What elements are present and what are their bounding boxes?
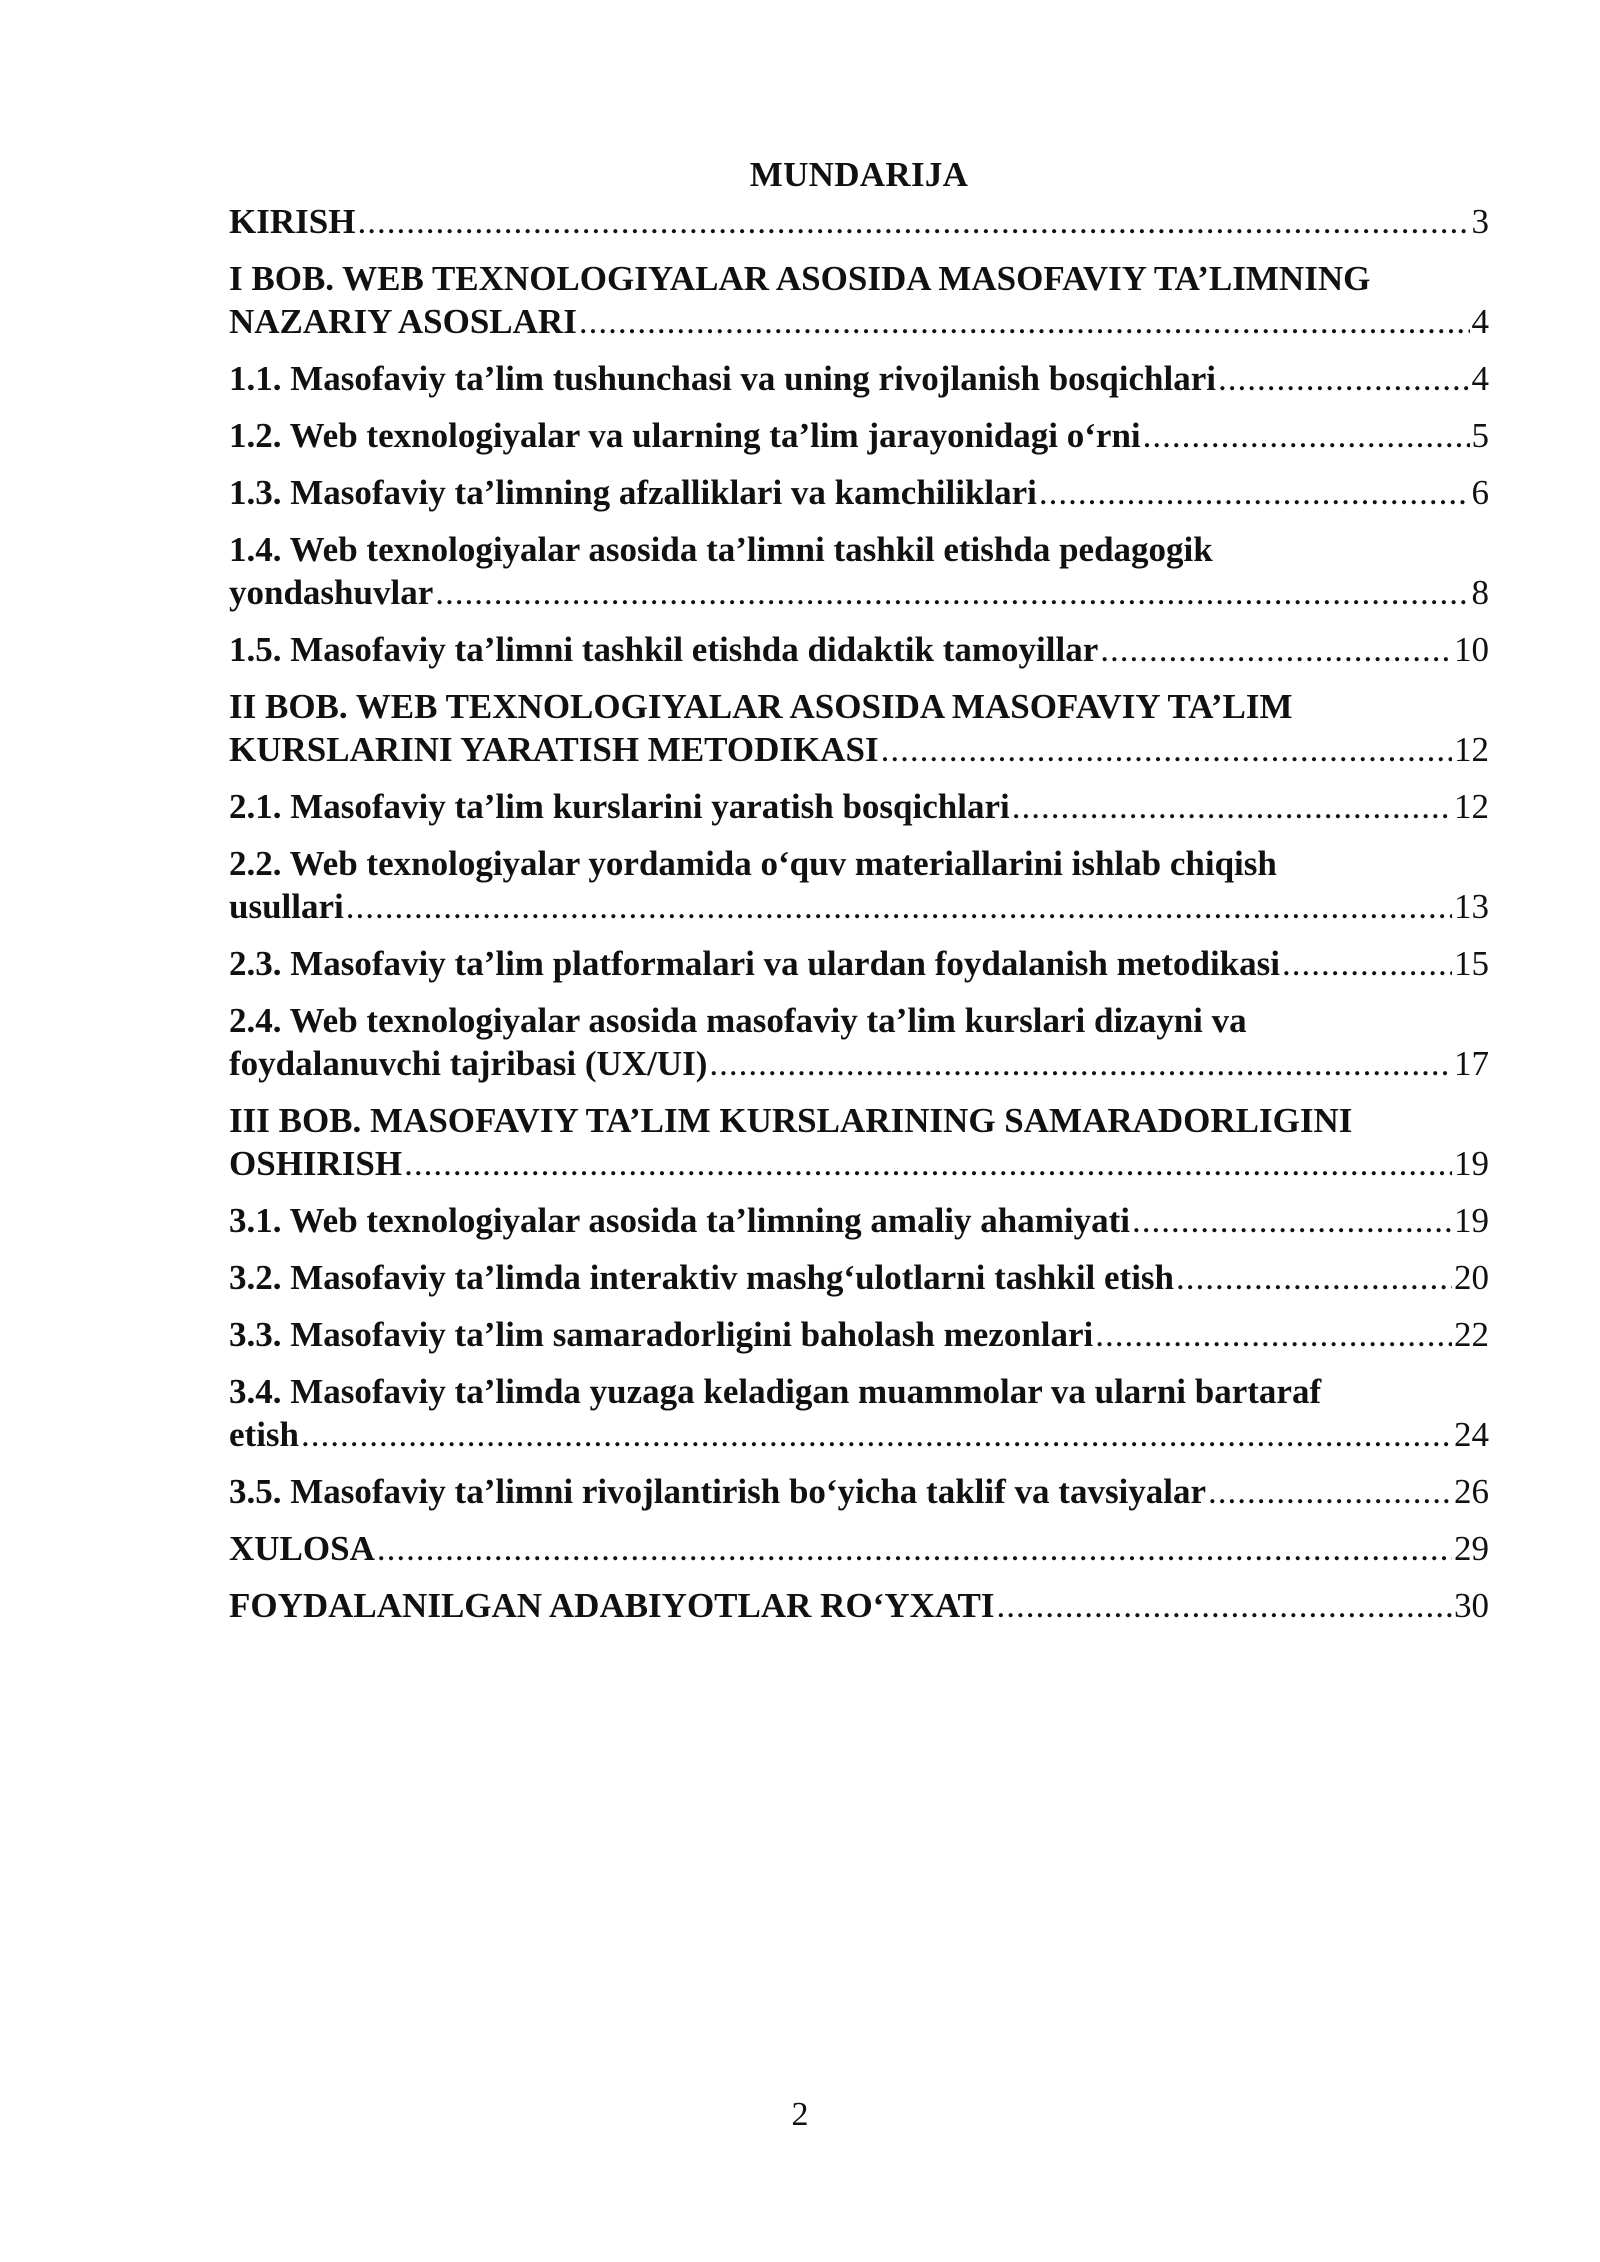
toc-entry-last-line: [229, 1042, 1489, 1085]
toc-entry-title-line: NAZARIY ASOSLARI: [229, 302, 577, 341]
toc-page-number: 15: [1454, 944, 1489, 983]
toc-entry-last-line: [229, 1142, 1489, 1185]
toc-entry-title: 3.2. Masofaviy ta’limda interaktiv mashg‘ulotlarni tashkil etish: [229, 1258, 1175, 1297]
table-of-contents: [229, 150, 1489, 1641]
toc-entry[interactable]: [229, 1370, 1489, 1456]
toc-entry-title-line: yondashuvlar: [229, 573, 434, 612]
toc-entry-title-line: III BOB. MASOFAVIY TA’LIM KURSLARINING SAMARADORLIGINI: [229, 1101, 1353, 1140]
toc-page-number: 20: [1454, 1258, 1489, 1297]
toc-entry[interactable]: [229, 1584, 1489, 1627]
toc-entry-title-line: 3.4. Masofaviy ta’limda yuzaga keladigan muammolar va ularni bartaraf: [229, 1372, 1322, 1411]
toc-entry-title-line: foydalanuvchi tajribasi (UX/UI): [229, 1044, 708, 1083]
toc-entry-title: 1.3. Masofaviy ta’limning afzalliklari va kamchiliklari: [229, 473, 1037, 512]
toc-entry-title-line: usullari: [229, 887, 344, 926]
toc-entry[interactable]: [229, 257, 1489, 343]
toc-entry-title-line: OSHIRISH: [229, 1144, 403, 1183]
toc-entry-title-line: I BOB. WEB TEXNOLOGIYALAR ASOSIDA MASOFAVIY TA’LIMNING: [229, 259, 1371, 298]
toc-page-number: 17: [1454, 1044, 1489, 1083]
toc-page-number: 30: [1454, 1586, 1489, 1625]
toc-entry-last-line: [229, 728, 1489, 771]
toc-entry-title: XULOSA: [229, 1529, 375, 1568]
toc-entry-title: 2.1. Masofaviy ta’lim kurslarini yaratish bosqichlari: [229, 787, 1010, 826]
toc-page-number: 10: [1454, 630, 1489, 669]
toc-dot-leader: [997, 1584, 1452, 1627]
toc-dot-leader: [1282, 942, 1452, 985]
toc-entry[interactable]: [229, 200, 1489, 243]
toc-entry-title: 3.3. Masofaviy ta’lim samaradorligini baholash mezonlari: [229, 1315, 1094, 1354]
toc-page-number: 26: [1454, 1472, 1489, 1511]
toc-entry[interactable]: [229, 528, 1489, 614]
toc-entry[interactable]: [229, 1099, 1489, 1185]
toc-page-number: 22: [1454, 1315, 1489, 1354]
toc-page-number: 4: [1471, 359, 1489, 398]
toc-entry[interactable]: [229, 785, 1489, 828]
toc-page-number: 19: [1454, 1144, 1489, 1183]
toc-entry[interactable]: [229, 999, 1489, 1085]
toc-dot-leader: [1218, 357, 1470, 400]
toc-entry-last-line: [229, 1413, 1489, 1456]
toc-entry[interactable]: [229, 471, 1489, 514]
toc-entry-title: 3.5. Masofaviy ta’limni rivojlantirish bo‘yicha taklif va tavsiyalar: [229, 1472, 1207, 1511]
toc-page-number: 3: [1471, 202, 1489, 241]
toc-entry-title: 2.3. Masofaviy ta’lim platformalari va ulardan foydalanish metodikasi: [229, 944, 1280, 983]
toc-entry[interactable]: [229, 414, 1489, 457]
toc-dot-leader: [1143, 414, 1470, 457]
toc-entry-title-line: 1.4. Web texnologiyalar asosida ta’limni tashkil etishda pedagogik: [229, 530, 1213, 569]
toc-entry[interactable]: [229, 357, 1489, 400]
toc-dot-leader: [1132, 1199, 1452, 1242]
toc-heading: MUNDARIJA: [749, 155, 969, 194]
toc-dot-leader: [1176, 1256, 1452, 1299]
toc-dot-leader: [404, 1142, 1452, 1185]
toc-dot-leader: [709, 1042, 1452, 1085]
toc-dot-leader: [301, 1413, 1452, 1456]
toc-dot-leader: [579, 300, 1470, 343]
toc-page-number: 8: [1471, 573, 1489, 612]
toc-entry-title-line: II BOB. WEB TEXNOLOGIYALAR ASOSIDA MASOFAVIY TA’LIM: [229, 687, 1293, 726]
toc-dot-leader: [377, 1527, 1452, 1570]
toc-page-number: 13: [1454, 887, 1489, 926]
toc-page-number: 19: [1454, 1201, 1489, 1240]
toc-dot-leader: [1095, 1313, 1452, 1356]
toc-page-number: 5: [1471, 416, 1489, 455]
toc-entry-title-line: 2.4. Web texnologiyalar asosida masofaviy ta’lim kurslari dizayni va: [229, 1001, 1247, 1040]
toc-dot-leader: [1208, 1470, 1452, 1513]
toc-page-number: 6: [1471, 473, 1489, 512]
toc-page-number: 24: [1454, 1415, 1489, 1454]
toc-entry-title: 3.1. Web texnologiyalar asosida ta’limning amaliy ahamiyati: [229, 1201, 1130, 1240]
toc-dot-leader: [435, 571, 1469, 614]
toc-entry-last-line: [229, 300, 1489, 343]
toc-entry[interactable]: [229, 1470, 1489, 1513]
toc-list: [229, 200, 1489, 1627]
toc-entry-title-line: 2.2. Web texnologiyalar yordamida o‘quv materiallarini ishlab chiqish: [229, 844, 1277, 883]
toc-entry[interactable]: [229, 628, 1489, 671]
page-number: 2: [791, 2096, 809, 2133]
toc-entry[interactable]: [229, 685, 1489, 771]
toc-dot-leader: [881, 728, 1452, 771]
toc-entry[interactable]: [229, 842, 1489, 928]
toc-entry-last-line: [229, 885, 1489, 928]
toc-dot-leader: [357, 200, 1469, 243]
toc-entry[interactable]: [229, 1256, 1489, 1299]
toc-entry-title: 1.2. Web texnologiyalar va ularning ta’lim jarayonidagi o‘rni: [229, 416, 1141, 455]
toc-entry-title: KIRISH: [229, 202, 356, 241]
toc-page-number: 12: [1454, 787, 1489, 826]
toc-entry-title: 1.1. Masofaviy ta’lim tushunchasi va uning rivojlanish bosqichlari: [229, 359, 1216, 398]
toc-dot-leader: [1100, 628, 1452, 671]
toc-page-number: 12: [1454, 730, 1489, 769]
toc-entry[interactable]: [229, 1313, 1489, 1356]
toc-dot-leader: [1012, 785, 1452, 828]
toc-dot-leader: [346, 885, 1452, 928]
toc-entry[interactable]: [229, 942, 1489, 985]
toc-entry-last-line: [229, 571, 1489, 614]
toc-dot-leader: [1039, 471, 1470, 514]
toc-entry[interactable]: [229, 1199, 1489, 1242]
toc-entry-title-line: etish: [229, 1415, 299, 1454]
toc-entry-title: FOYDALANILGAN ADABIYOTLAR RO‘YXATI: [229, 1586, 995, 1625]
toc-entry-title: 1.5. Masofaviy ta’limni tashkil etishda didaktik tamoyillar: [229, 630, 1099, 669]
toc-page-number: 29: [1454, 1529, 1489, 1568]
toc-entry[interactable]: [229, 1527, 1489, 1570]
toc-page-number: 4: [1471, 302, 1489, 341]
toc-entry-title-line: KURSLARINI YARATISH METODIKASI: [229, 730, 879, 769]
